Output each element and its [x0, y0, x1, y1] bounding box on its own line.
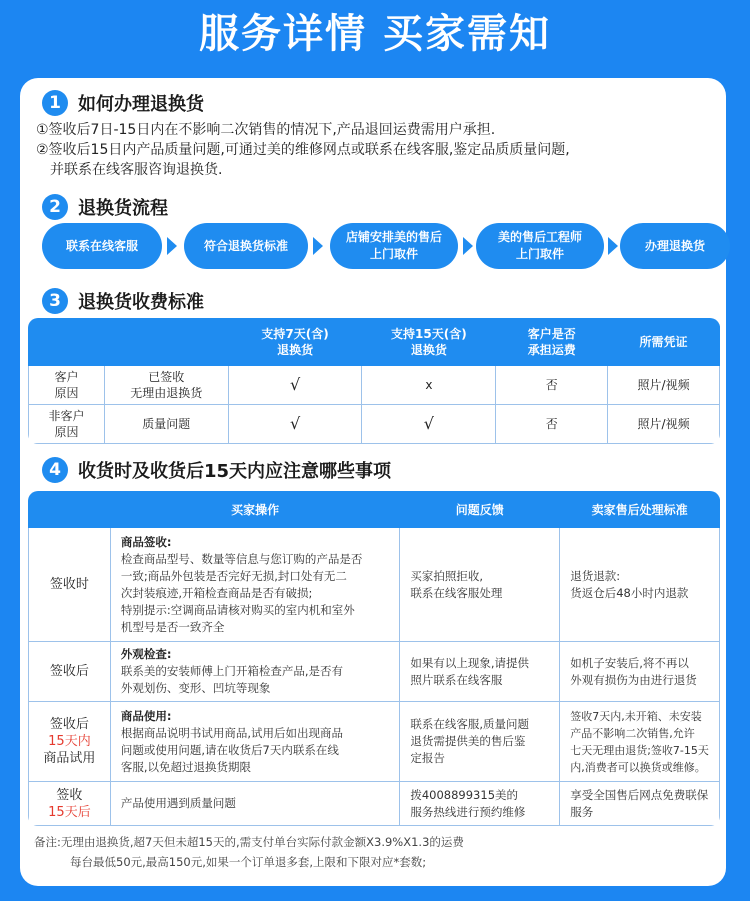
- row-label: 签收后: [29, 642, 111, 702]
- section-1-title: 如何办理退换货: [78, 94, 204, 115]
- section-1-number: 1: [42, 90, 68, 116]
- check-cell: x: [362, 366, 496, 405]
- footnote: [34, 832, 464, 872]
- section-2-title: 退换货流程: [78, 198, 168, 219]
- table-header-cell: 所需凭证: [608, 319, 720, 366]
- evidence-cell: 照片/视频: [608, 405, 720, 444]
- seller-standard-cell: 享受全国售后网点免费联保 服务: [560, 782, 720, 826]
- section-4-title: 收货时及收货后15天内应注意哪些事项: [78, 461, 392, 482]
- seller-standard-cell: 退货退款: 货返仓后48小时内退款: [560, 528, 720, 642]
- table-header-cell: 卖家售后处理标准: [560, 492, 720, 528]
- section-2-header: [42, 194, 168, 220]
- section-4-header: [42, 457, 391, 483]
- table-header-row: [29, 492, 720, 528]
- section-3-title: 退换货收费标准: [78, 292, 204, 313]
- row-label: 签收时: [29, 528, 111, 642]
- row-label: 签收 15天后: [29, 782, 111, 826]
- table-row: [29, 405, 720, 444]
- table-header-cell: 客户是否 承担运费: [496, 319, 608, 366]
- table-header-cell: 问题反馈: [400, 492, 560, 528]
- table-row: [29, 528, 720, 642]
- row-category: 客户 原因: [29, 366, 105, 405]
- row-label: 签收后 15天内 商品试用: [29, 702, 111, 782]
- return-process-flow: [42, 223, 722, 269]
- check-cell: √: [228, 405, 362, 444]
- evidence-cell: 照片/视频: [608, 366, 720, 405]
- content-card: [20, 78, 726, 886]
- buyer-action-cell: 产品使用遇到质量问题: [110, 782, 399, 826]
- table-row: [29, 642, 720, 702]
- feedback-cell: 拨4008899315美的 服务热线进行预约维修: [400, 782, 560, 826]
- table-header-cell: 买家操作: [110, 492, 399, 528]
- table-row: [29, 366, 720, 405]
- check-cell: √: [362, 405, 496, 444]
- footnote-line: 备注:无理由退换货,超7天但未超15天的,需支付单台实际付款金额X3.9%X1.3的运费: [34, 835, 464, 849]
- row-reason: 质量问题: [104, 405, 228, 444]
- process-step-2: 符合退换货标准: [184, 223, 308, 269]
- section-1-text: [36, 120, 570, 180]
- section-1-header: [42, 90, 204, 116]
- section-1-line: 并联系在线客服咨询退换货.: [50, 162, 223, 178]
- feedback-cell: 买家拍照拒收, 联系在线客服处理: [400, 528, 560, 642]
- table-row: [29, 702, 720, 782]
- feedback-cell: 联系在线客服,质量问题 退货需提供美的售后鉴 定报告: [400, 702, 560, 782]
- section-2-number: 2: [42, 194, 68, 220]
- check-cell: √: [228, 366, 362, 405]
- table-header-cell: 支持7天(含) 退换货: [228, 319, 362, 366]
- process-step-5: 办理退换货: [620, 223, 730, 269]
- section-1-line: ②签收后15日内产品质量问题,可通过美的维修网点或联系在线客服,鉴定品质质量问题,: [36, 142, 570, 158]
- buyer-action-cell: 商品使用: 根据商品说明书试用商品,试用后如出现商品 问题或使用问题,请在收货后7天内联系在线 客服,以免超过退换货期限: [110, 702, 399, 782]
- section-1-line: ①签收后7日-15日内在不影响二次销售的情况下,产品退回运费需用户承担.: [36, 122, 496, 138]
- process-step-4: 美的售后工程师 上门取件: [476, 223, 604, 269]
- process-step-3: 店铺安排美的售后 上门取件: [330, 223, 458, 269]
- arrow-icon: [313, 237, 323, 255]
- footnote-line: 每台最低50元,最高150元,如果一个订单退多套,上限和下限对应*套数;: [70, 855, 427, 869]
- receipt-notes-table: [28, 491, 720, 826]
- page-title: 服务详情 买家需知: [199, 11, 551, 57]
- shipping-cell: 否: [496, 366, 608, 405]
- table-header-cell: 支持15天(含) 退换货: [362, 319, 496, 366]
- section-3-header: [42, 288, 204, 314]
- buyer-action-cell: 商品签收: 检查商品型号、数量等信息与您订购的产品是否 一致;商品外包装是否完好无损,封口处有无二 次封装痕迹,开箱检查商品是否有破损; 特别提示:空调商品请核对购买的室内机和室外 机型号是否一致齐全: [110, 528, 399, 642]
- arrow-icon: [608, 237, 618, 255]
- shipping-cell: 否: [496, 405, 608, 444]
- seller-standard-cell: 如机子安装后,将不再以 外观有损伤为由进行退货: [560, 642, 720, 702]
- row-reason: 已签收 无理由退换货: [104, 366, 228, 405]
- section-4-number: 4: [42, 457, 68, 483]
- arrow-icon: [167, 237, 177, 255]
- seller-standard-cell: 签收7天内,未开箱、未安装 产品不影响二次销售,允许 七天无理由退货;签收7-15天 内,消费者可以换货或维修。: [560, 702, 720, 782]
- process-step-1: 联系在线客服: [42, 223, 162, 269]
- table-row: [29, 782, 720, 826]
- table-header-row: [29, 319, 720, 366]
- arrow-icon: [463, 237, 473, 255]
- feedback-cell: 如果有以上现象,请提供 照片联系在线客服: [400, 642, 560, 702]
- row-category: 非客户 原因: [29, 405, 105, 444]
- fee-standard-table: [28, 318, 720, 444]
- section-3-number: 3: [42, 288, 68, 314]
- buyer-action-cell: 外观检查: 联系美的安装师傅上门开箱检查产品,是否有 外观划伤、变形、凹坑等现象: [110, 642, 399, 702]
